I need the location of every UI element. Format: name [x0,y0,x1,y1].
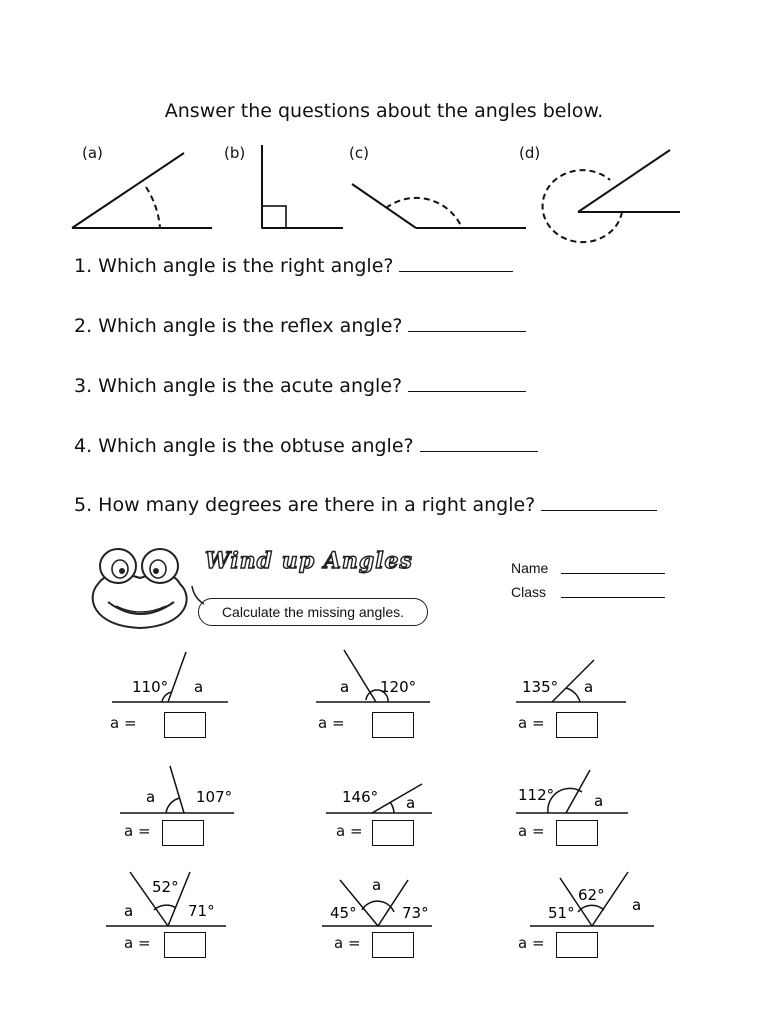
answer-box-3[interactable] [556,712,598,738]
problem-6-given: 112° [518,786,555,804]
class-field[interactable] [561,583,665,598]
problem-2-unknown: a [340,678,350,696]
problem-7-given-right: 71° [188,902,215,920]
answer-prefix-3: a = [518,714,545,732]
question-5-text: 5. How many degrees are there in a right angle? [74,494,536,516]
problem-8-given-left: 45° [330,904,357,922]
question-2 [74,313,526,337]
answer-box-2[interactable] [372,712,414,738]
angle-diagram-d [543,150,680,242]
angle-diagrams [0,0,768,260]
answer-prefix-9: a = [518,934,545,952]
answer-box-9[interactable] [556,932,598,958]
problem-3-unknown: a [584,678,594,696]
angle-label-b: (b) [224,144,246,162]
problem-9-given-left: 51° [548,904,575,922]
answer-prefix-4: a = [124,822,151,840]
problem-9-given-top: 62° [578,886,605,904]
answer-box-7[interactable] [164,932,206,958]
answer-blank-4[interactable] [420,433,538,452]
angle-label-d: (d) [519,144,541,162]
answer-prefix-6: a = [518,822,545,840]
answer-prefix-8: a = [334,934,361,952]
problems-diagrams [0,640,768,980]
angle-diagram-c [352,184,526,228]
answer-prefix-5: a = [336,822,363,840]
name-field[interactable] [561,559,665,574]
problem-4-unknown: a [146,788,156,806]
question-4-text: 4. Which angle is the obtuse angle? [74,435,414,457]
answer-blank-2[interactable] [408,313,526,332]
angle-diagram-b [262,145,343,228]
problem-3-given: 135° [522,678,559,696]
answer-prefix-1: a = [110,714,137,732]
name-label: Name [511,560,549,576]
question-1 [74,253,513,277]
question-3-text: 3. Which angle is the acute angle? [74,375,403,397]
question-5 [74,492,657,516]
question-3 [74,373,526,397]
answer-blank-3[interactable] [408,373,526,392]
answer-prefix-2: a = [318,714,345,732]
answer-box-8[interactable] [372,932,414,958]
answer-box-4[interactable] [162,820,204,846]
answer-box-1[interactable] [164,712,206,738]
frog-mascot-icon [86,542,198,634]
problem-8-unknown: a [372,876,382,894]
problem-8-given-right: 73° [402,904,429,922]
section-title: Wind up Angles [205,548,413,574]
angle-label-c: (c) [349,144,369,162]
section-subtitle: Calculate the missing angles. [198,598,428,626]
angle-diagram-a [72,153,212,228]
answer-blank-1[interactable] [399,253,513,272]
problem-5-unknown: a [406,794,416,812]
question-2-text: 2. Which angle is the reflex angle? [74,315,403,337]
problem-7-given-top: 52° [152,878,179,896]
problem-5-given: 146° [342,788,379,806]
question-1-text: 1. Which angle is the right angle? [74,255,394,277]
answer-prefix-7: a = [124,934,151,952]
problem-6-unknown: a [594,792,604,810]
problem-1-unknown: a [194,678,204,696]
instructions-heading: Answer the questions about the angles below. [164,100,604,122]
answer-blank-5[interactable] [541,492,657,511]
problem-4-given: 107° [196,788,233,806]
problem-9-unknown: a [632,896,642,914]
angle-label-a: (a) [82,144,103,162]
problem-1-given: 110° [132,678,169,696]
class-label: Class [511,584,547,600]
answer-box-6[interactable] [556,820,598,846]
problem-2-given: 120° [380,678,417,696]
answer-box-5[interactable] [372,820,414,846]
problem-7-unknown: a [124,902,134,920]
question-4 [74,433,538,457]
